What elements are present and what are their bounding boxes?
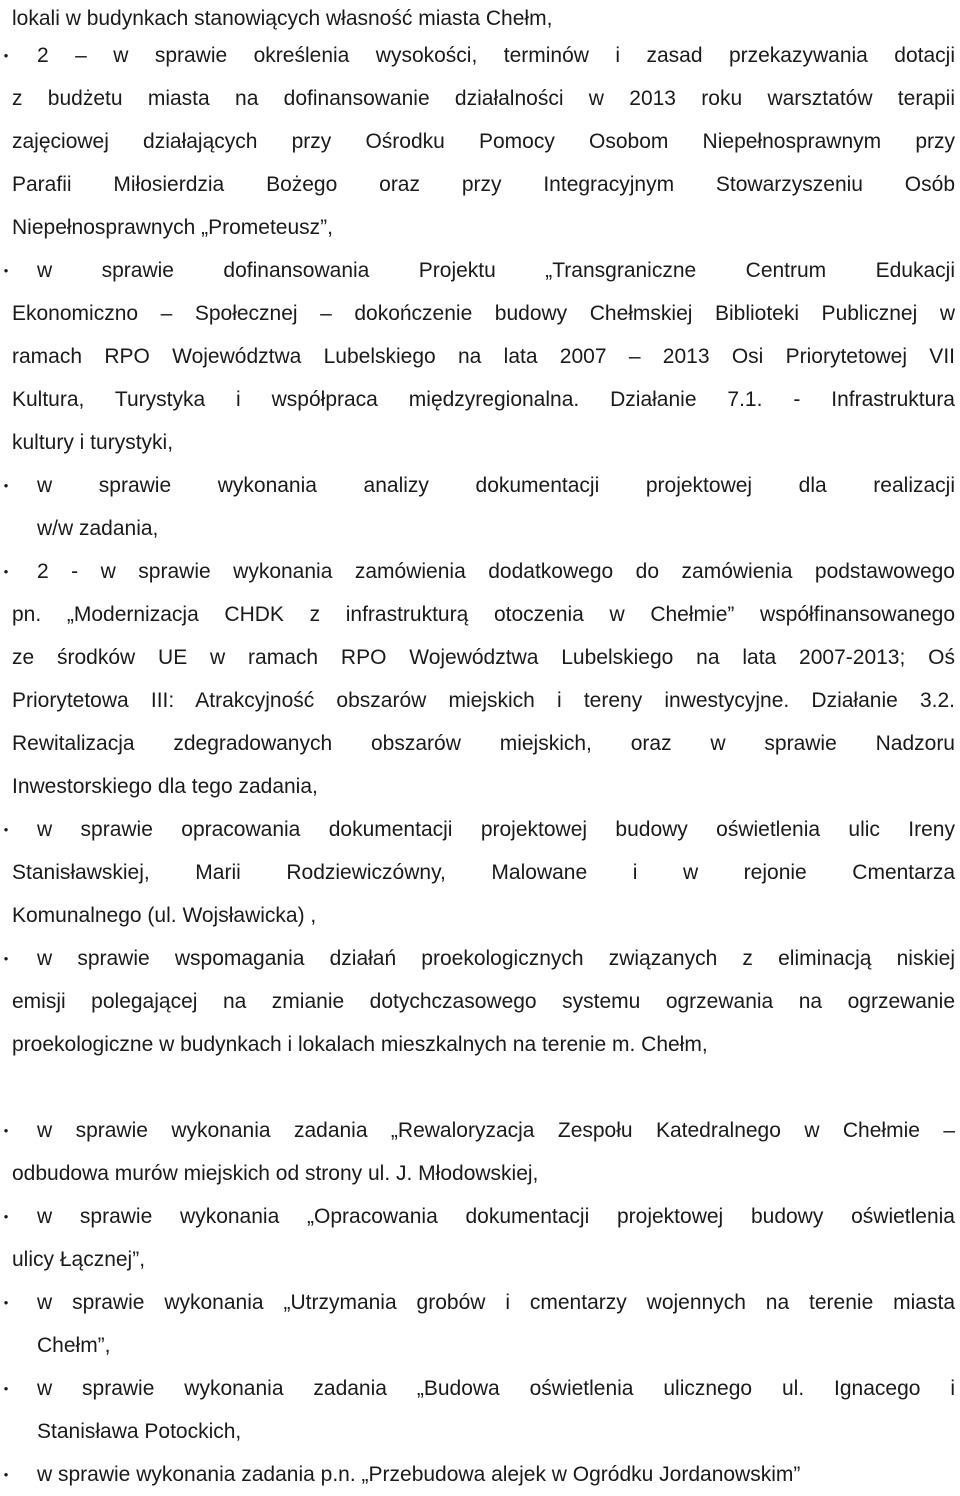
bullet-icon: • bbox=[3, 1381, 9, 1396]
bullet-icon: • bbox=[3, 1295, 9, 1310]
text-line: emisji polegającej na zmianie dotychczasowego systemu ogrzewania na ogrzewanie bbox=[12, 990, 955, 1013]
text-line: Kultura, Turystyka i współpraca międzyregionalna. Działanie 7.1. - Infrastruktura bbox=[12, 388, 955, 411]
text-line: Komunalnego (ul. Wojsławicka) , bbox=[12, 904, 317, 927]
text-line: Parafii Miłosierdzia Bożego oraz przy Integracyjnym Stowarzyszeniu Osób bbox=[12, 173, 955, 196]
text-line: w sprawie opracowania dokumentacji projektowej budowy oświetlenia ulic Ireny bbox=[37, 818, 955, 841]
text-line: Ekonomiczno – Społecznej – dokończenie budowy Chełmskiej Biblioteki Publicznej w bbox=[12, 302, 955, 325]
bullet-icon: • bbox=[3, 478, 9, 493]
text-line: Priorytetowa III: Atrakcyjność obszarów miejskich i tereny inwestycyjne. Działanie 3.2. bbox=[12, 689, 955, 712]
bullet-icon: • bbox=[3, 48, 9, 63]
text-line: Rewitalizacja zdegradowanych obszarów miejskich, oraz w sprawie Nadzoru bbox=[12, 732, 955, 755]
text-line: w sprawie wykonania „Opracowania dokumentacji projektowej budowy oświetlenia bbox=[37, 1205, 955, 1228]
bullet-icon: • bbox=[3, 1123, 9, 1138]
text-line: lokali w budynkach stanowiących własność miasta Chełm, bbox=[12, 7, 553, 30]
bullet-icon: • bbox=[3, 1467, 9, 1482]
text-line: w sprawie wykonania analizy dokumentacji projektowej dla realizacji bbox=[37, 474, 955, 497]
bullet-icon: • bbox=[3, 1209, 9, 1224]
text-line: Chełm”, bbox=[37, 1334, 111, 1357]
bullet-icon: • bbox=[3, 822, 9, 837]
text-line: pn. „Modernizacja CHDK z infrastrukturą otoczenia w Chełmie” współfinansowanego bbox=[12, 603, 955, 626]
text-line: Stanisławskiej, Marii Rodziewiczówny, Malowane i w rejonie Cmentarza bbox=[12, 861, 955, 884]
text-line: zajęciowej działających przy Ośrodku Pomocy Osobom Niepełnosprawnym przy bbox=[12, 130, 955, 153]
bullet-icon: • bbox=[3, 564, 9, 579]
text-line: kultury i turystyki, bbox=[12, 431, 174, 454]
text-line: 2 - w sprawie wykonania zamówienia dodatkowego do zamówienia podstawowego bbox=[37, 560, 955, 583]
text-line: Niepełnosprawnych „Prometeusz”, bbox=[12, 216, 333, 239]
text-line: z budżetu miasta na dofinansowanie działalności w 2013 roku warsztatów terapii bbox=[12, 87, 955, 110]
bullet-icon: • bbox=[3, 951, 9, 966]
bullet-icon: • bbox=[3, 263, 9, 278]
text-line: ulicy Łącznej”, bbox=[12, 1248, 146, 1271]
text-line: w sprawie wykonania zadania „Rewaloryzacja Zespołu Katedralnego w Chełmie – bbox=[37, 1119, 955, 1142]
text-line: w sprawie wykonania zadania „Budowa oświetlenia ulicznego ul. Ignacego i bbox=[37, 1377, 955, 1400]
text-line: Inwestorskiego dla tego zadania, bbox=[12, 775, 318, 798]
text-line: ze środków UE w ramach RPO Województwa Lubelskiego na lata 2007-2013; Oś bbox=[12, 646, 955, 669]
text-line: proekologiczne w budynkach i lokalach mieszkalnych na terenie m. Chełm, bbox=[12, 1033, 708, 1056]
text-line: odbudowa murów miejskich od strony ul. J. Młodowskiej, bbox=[12, 1162, 539, 1185]
text-line: 2 – w sprawie określenia wysokości, terminów i zasad przekazywania dotacji bbox=[37, 44, 955, 67]
text-line: w sprawie wykonania zadania p.n. „Przebudowa alejek w Ogródku Jordanowskim” bbox=[37, 1463, 801, 1486]
text-line: Stanisława Potockich, bbox=[37, 1420, 242, 1443]
text-line: w sprawie wykonania „Utrzymania grobów i cmentarzy wojennych na terenie miasta bbox=[37, 1291, 955, 1314]
text-line: ramach RPO Województwa Lubelskiego na lata 2007 – 2013 Osi Priorytetowej VII bbox=[12, 345, 955, 368]
text-line: w/w zadania, bbox=[37, 517, 159, 540]
text-line: w sprawie wspomagania działań proekologicznych związanych z eliminacją niskiej bbox=[37, 947, 955, 970]
text-line: w sprawie dofinansowania Projektu „Transgraniczne Centrum Edukacji bbox=[37, 259, 955, 282]
